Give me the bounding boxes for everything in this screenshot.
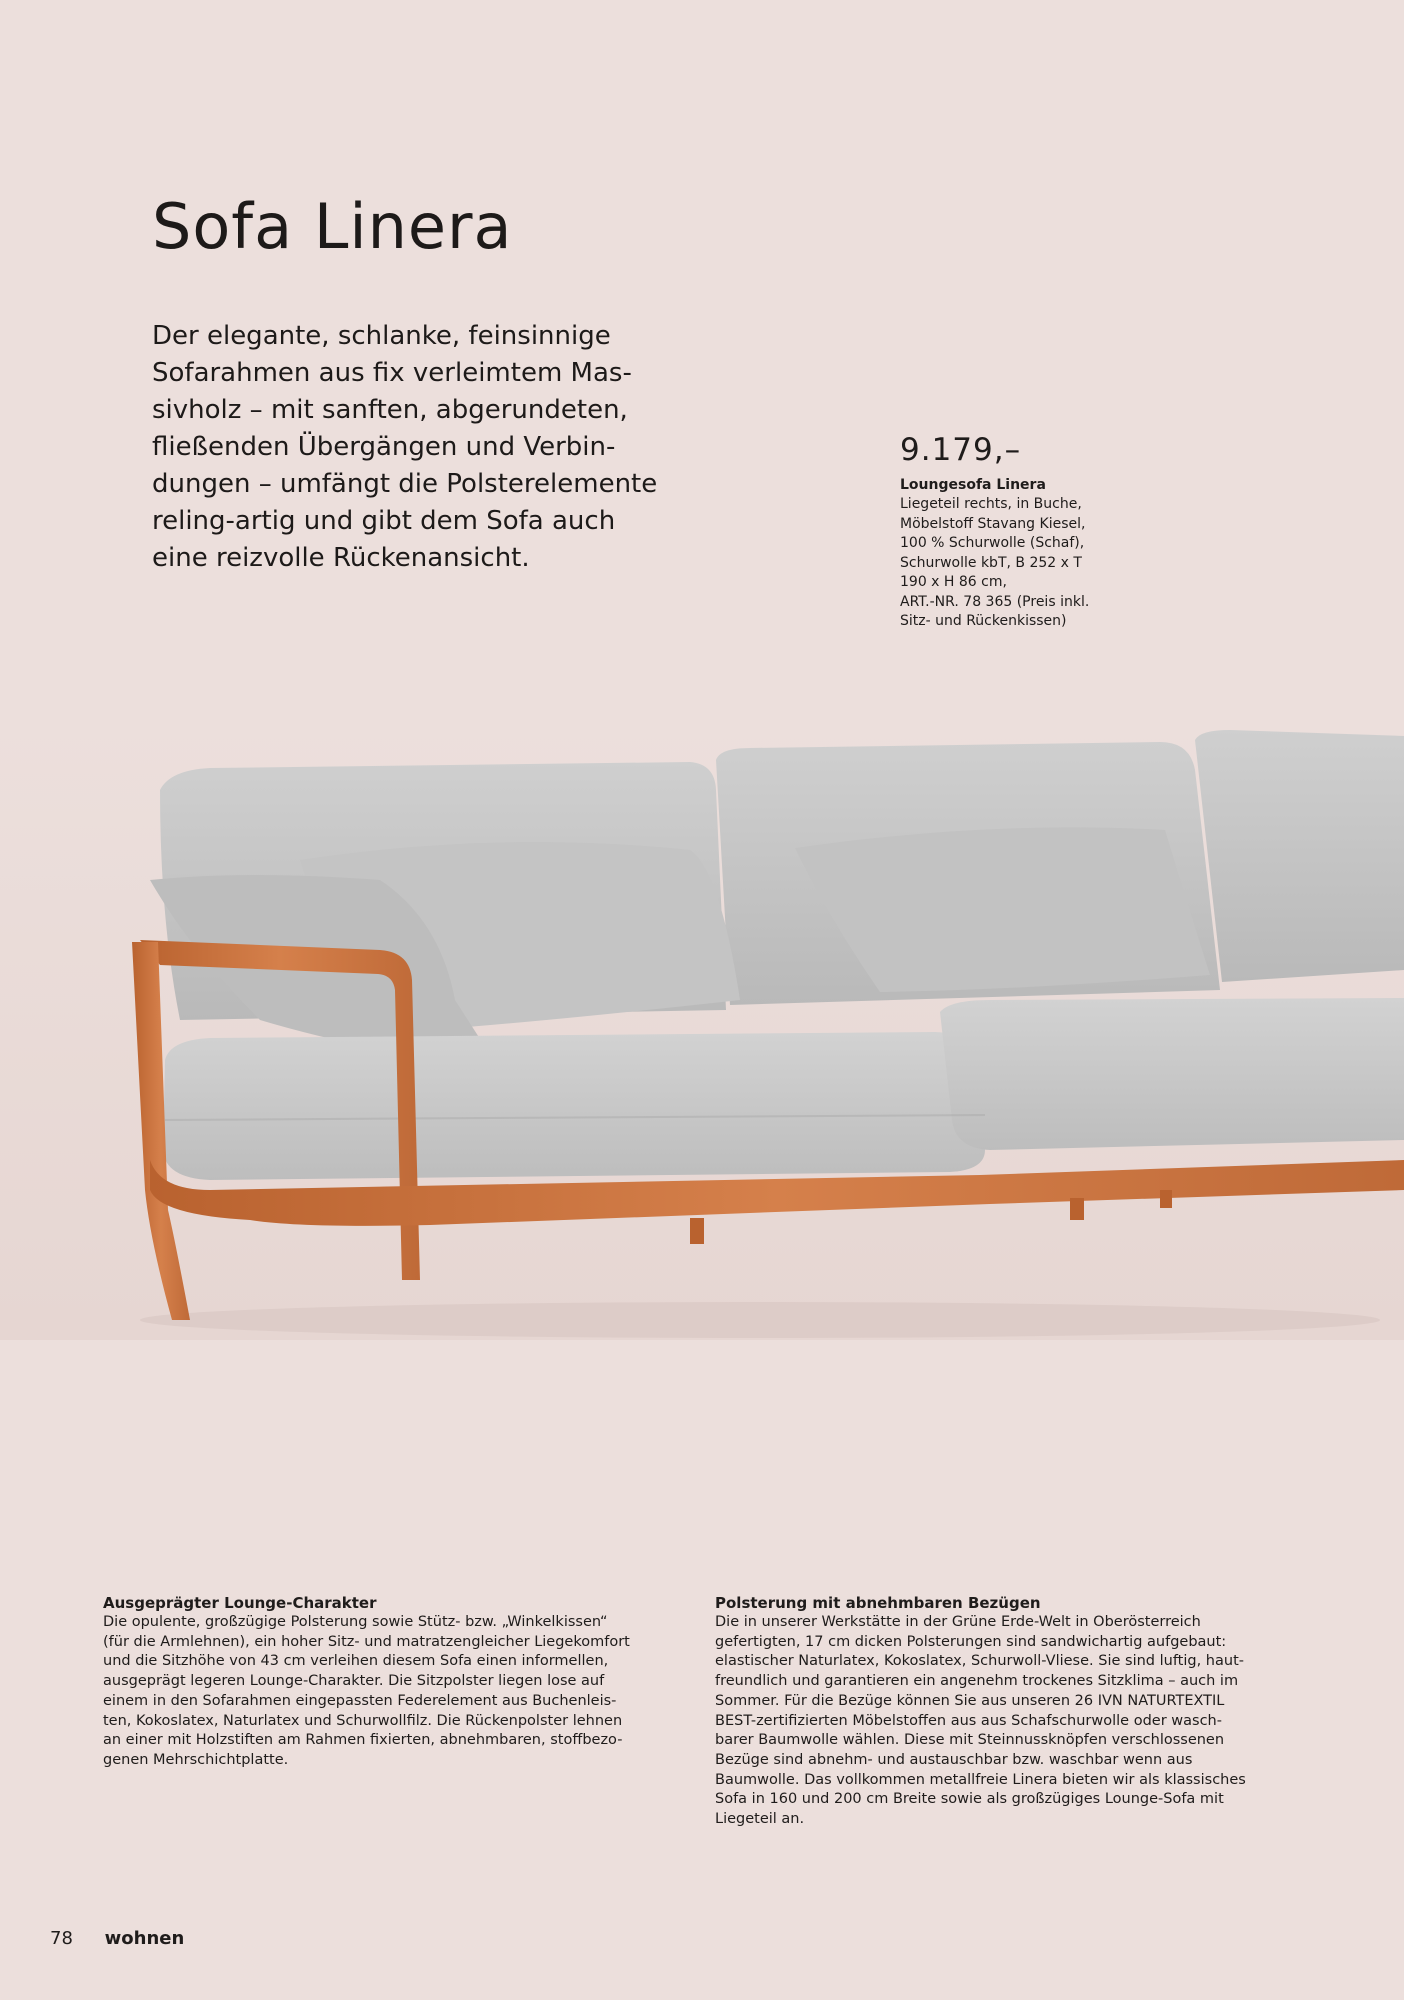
section-lounge-character <box>103 1594 683 1771</box>
section-body: Die in unserer Werkstätte in der Grüne Erde-Welt in Oberösterreich gefertigten, 17 cm dicken Polsterungen sind sandwichartig aufgebaut: elastischer Naturlatex, Kokoslatex, Schurwoll-Vliese. Sie sind luftig, haut- freundlich und garantieren ein angenehm trockenes Sitzklima – auch im Sommer. Für die Bezüge können Sie aus unseren 26 IVN NATURTEXTIL BEST-zertifizierten Möbelstoffen aus aus Schafschurwolle oder wasch- barer Baumwolle wählen. Diese mit Steinnussknöpfen verschlossenen Bezüge sind abnehm- und austauschbar bzw. waschbar wenn aus Baumwolle. Das vollkommen metallfreie Linera bieten wir als klassisches Sofa in 160 und 200 cm Breite sowie als großzügiges Lounge-Sofa mit Liegeteil an. <box>715 1614 1246 1828</box>
product-name: Loungesofa Linera <box>900 477 1046 493</box>
section-upholstery <box>715 1594 1315 1830</box>
page-footer <box>50 1928 184 1949</box>
section-heading: Polsterung mit abnehmbaren Bezügen <box>715 1594 1041 1612</box>
section-heading: Ausgeprägter Lounge-Charakter <box>103 1594 377 1612</box>
intro-text: Der elegante, schlanke, feinsinnige Sofarahmen aus fix verleimtem Mas- sivholz – mit sanften, abgerundeten, fließenden Übergängen und Verbin- dungen – umfängt die Polsterelemente reling-artig und gibt dem Sofa auch eine reizvolle Rückenansicht. <box>152 321 658 573</box>
product-spec: Liegeteil rechts, in Buche, Möbelstoff Stavang Kiesel, 100 % Schurwolle (Schaf), Schurwolle kbT, B 252 x T 190 x H 86 cm, ART.-NR. 78 365 (Preis inkl. Sitz- und Rückenkissen) <box>900 496 1090 629</box>
page-number: 78 <box>50 1928 73 1949</box>
page-title: Sofa Linera <box>152 190 513 263</box>
footer-section-name: wohnen <box>104 1928 185 1949</box>
sofa-photo <box>0 720 1404 1340</box>
section-body: Die opulente, großzügige Polsterung sowie Stütz- bzw. „Winkelkissen“ (für die Armlehnen), ein hoher Sitz- und matratzengleicher Liegekomfort und die Sitzhöhe von 43 cm verleihen diesem Sofa einen informellen, ausgeprägt legeren Lounge-Charakter. Die Sitzpolster liegen lose auf einem in den Sofarahmen eingepassten Federelement aus Buchenleis- ten, Kokoslatex, Naturlatex und Schurwollfilz. Die Rückenpolster lehnen an einer mit Holzstiften am Rahmen fixierten, abnehmbaren, stoffbezo- genen Mehrschichtplatte. <box>103 1614 630 1768</box>
price-block <box>900 432 1150 632</box>
price: 9.179,– <box>900 432 1022 468</box>
